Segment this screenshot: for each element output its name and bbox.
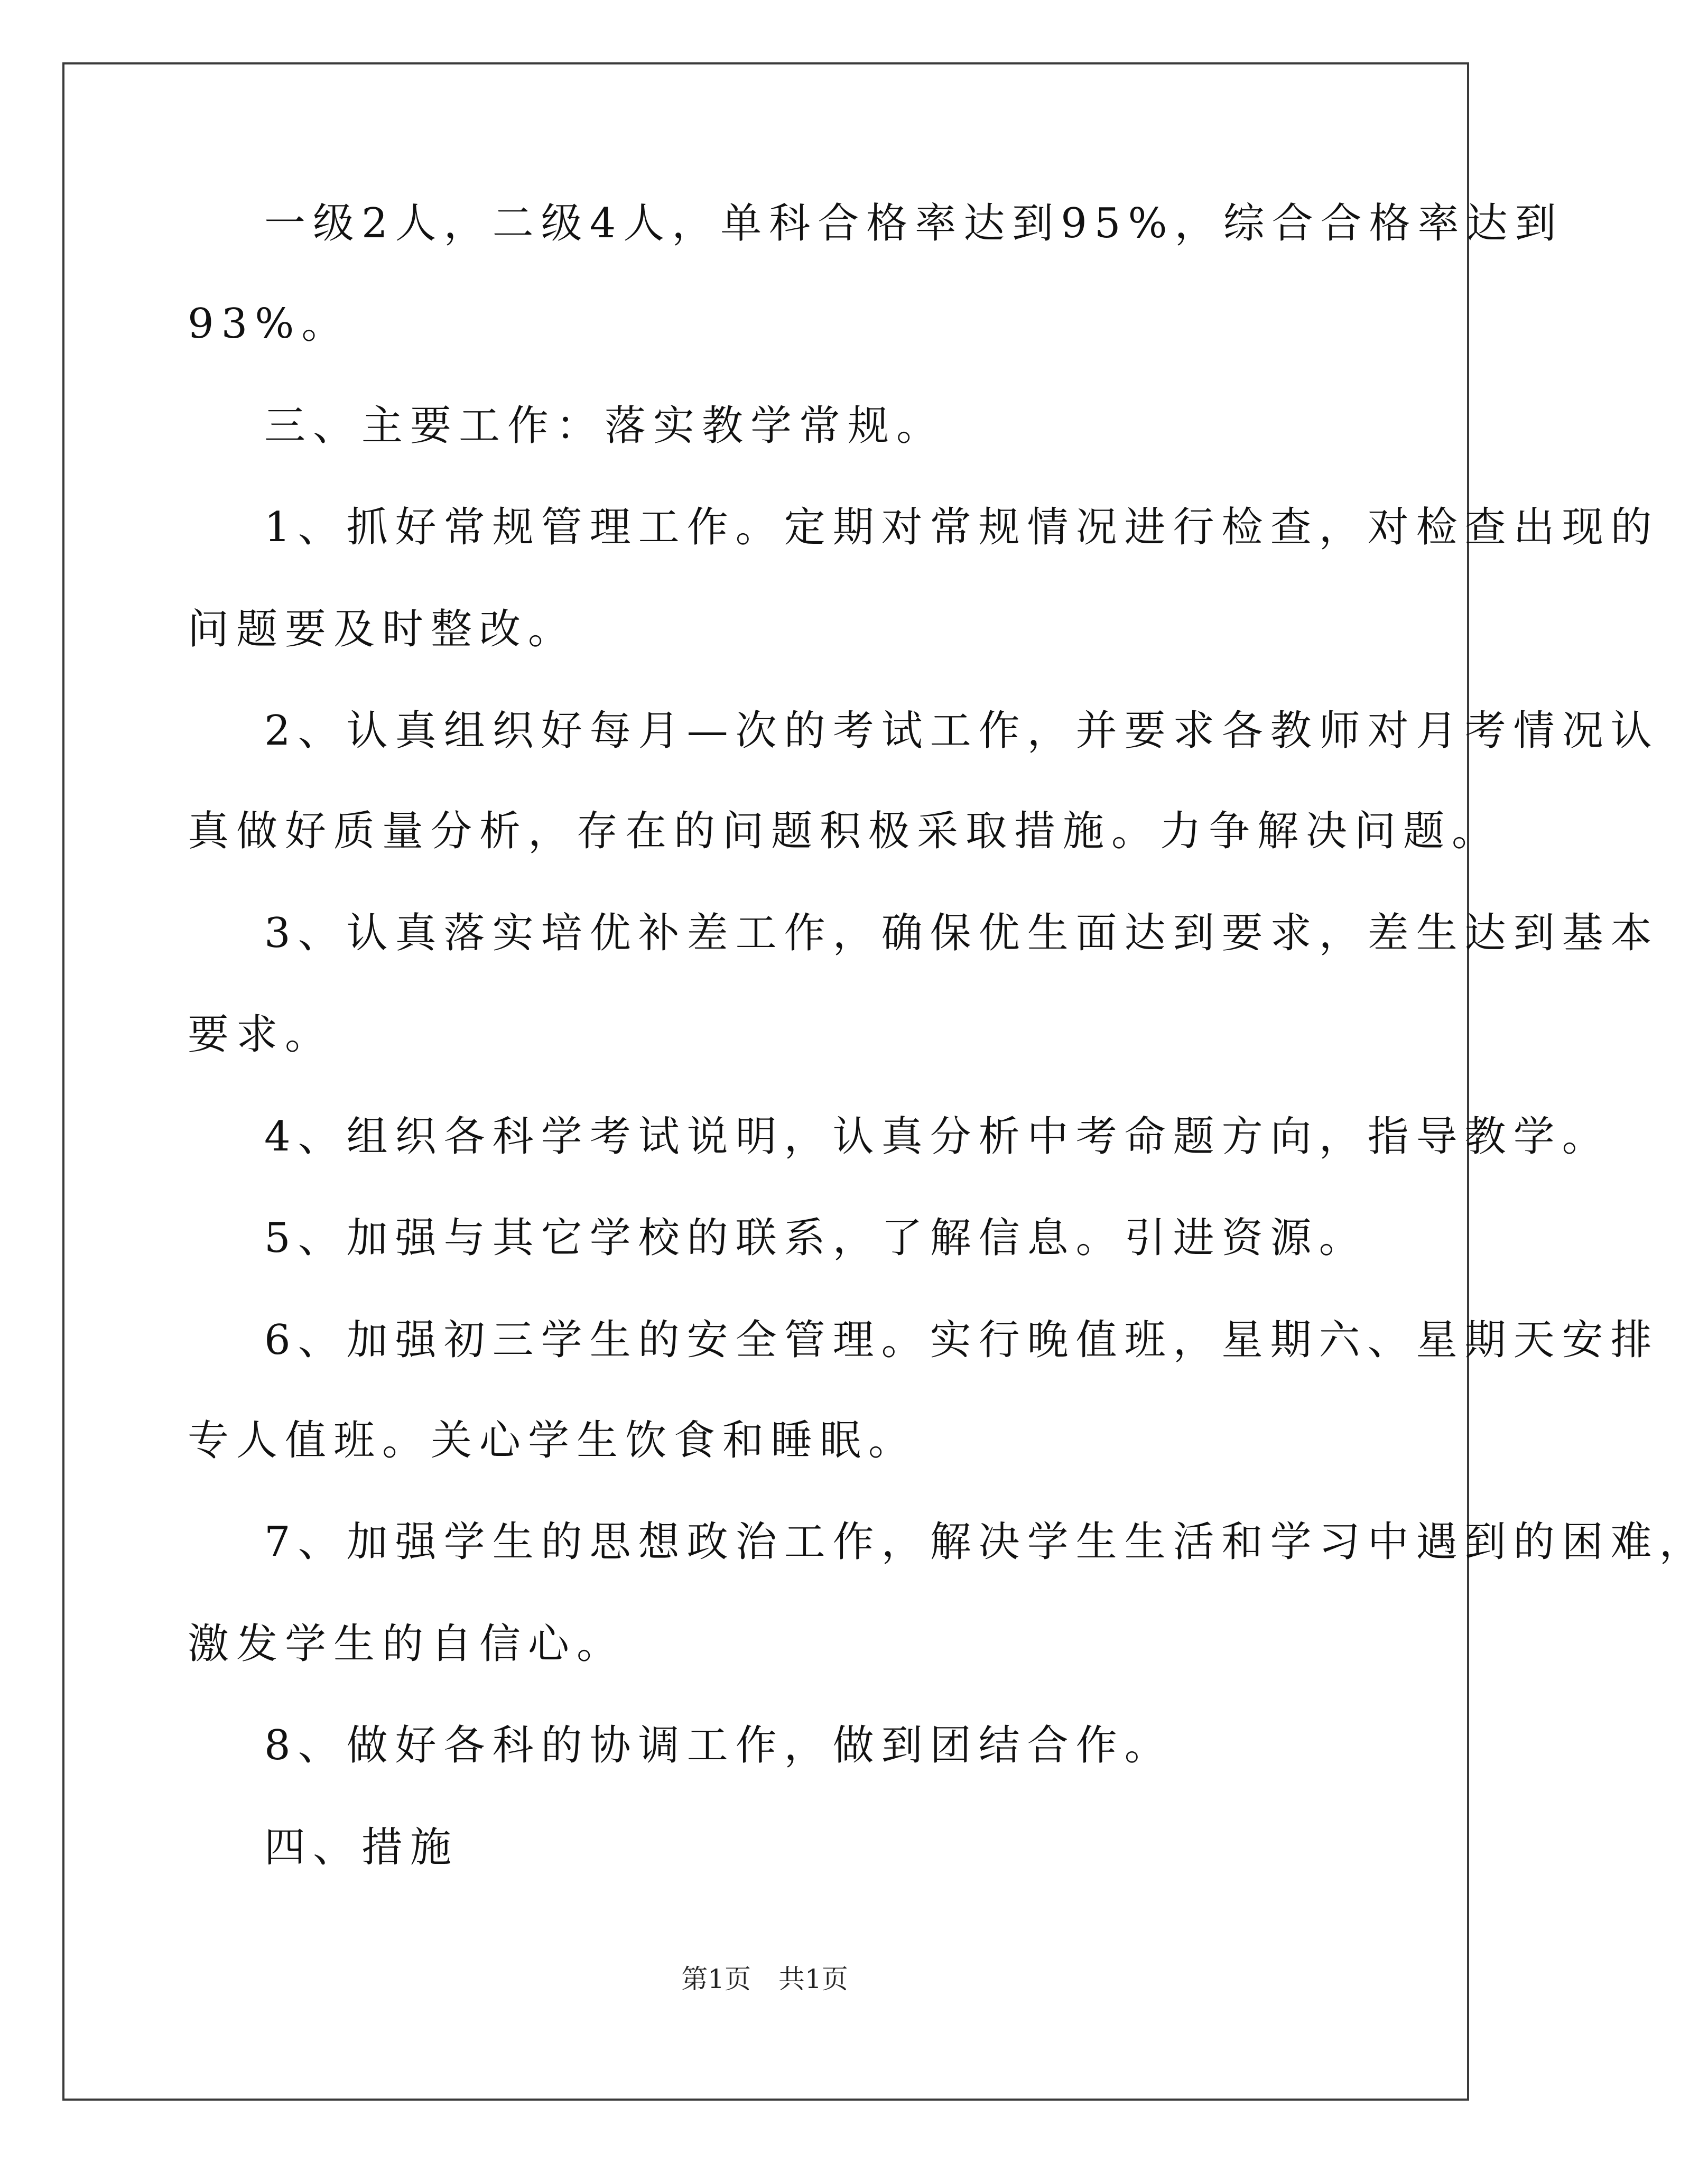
paragraph-line: 问题要及时整改。 <box>188 606 577 653</box>
paragraph-line: 2、认真组织好每月—次的考试工作，并要求各教师对月考情况认 <box>264 707 1659 755</box>
paragraph-line: 7、加强学生的思想政治工作，解决学生生活和学习中遇到的困难， <box>264 1518 1708 1566</box>
page-number: 第1页 <box>681 1964 751 1994</box>
paragraph-line: 激发学生的自信心。 <box>188 1620 626 1668</box>
paragraph-line: 8、做好各科的协调工作，做到团结合作。 <box>264 1722 1173 1769</box>
paragraph-line: 4、组织各科学考试说明，认真分析中考命题方向，指导教学。 <box>264 1113 1611 1161</box>
page-total: 共1页 <box>778 1964 848 1994</box>
section-heading: 四、措施 <box>264 1824 459 1871</box>
paragraph-line: 93%。 <box>188 300 350 348</box>
paragraph-line: 真做好质量分析，存在的问题积极采取措施。力争解决问题。 <box>188 807 1501 855</box>
paragraph-line: 5、加强与其它学校的联系，了解信息。引进资源。 <box>264 1214 1368 1262</box>
paragraph-line: 一级2人，二级4人，单科合格率达到95%，综合合格率达到 <box>264 200 1564 247</box>
page-border <box>62 62 1708 2101</box>
paragraph-line: 专人值班。关心学生饮食和睡眠。 <box>188 1417 917 1464</box>
paragraph-line: 6、加强初三学生的安全管理。实行晚值班，星期六、星期天安排 <box>264 1316 1659 1364</box>
paragraph-line: 1、抓好常规管理工作。定期对常规情况进行检查，对检查出现的 <box>264 504 1659 551</box>
section-heading: 三、主要工作：落实教学常规。 <box>264 402 945 450</box>
paragraph-line: 要求。 <box>188 1011 334 1059</box>
page-footer <box>0 1963 1529 1995</box>
paragraph-line: 3、认真落实培优补差工作，确保优生面达到要求，差生达到基本 <box>264 909 1659 957</box>
